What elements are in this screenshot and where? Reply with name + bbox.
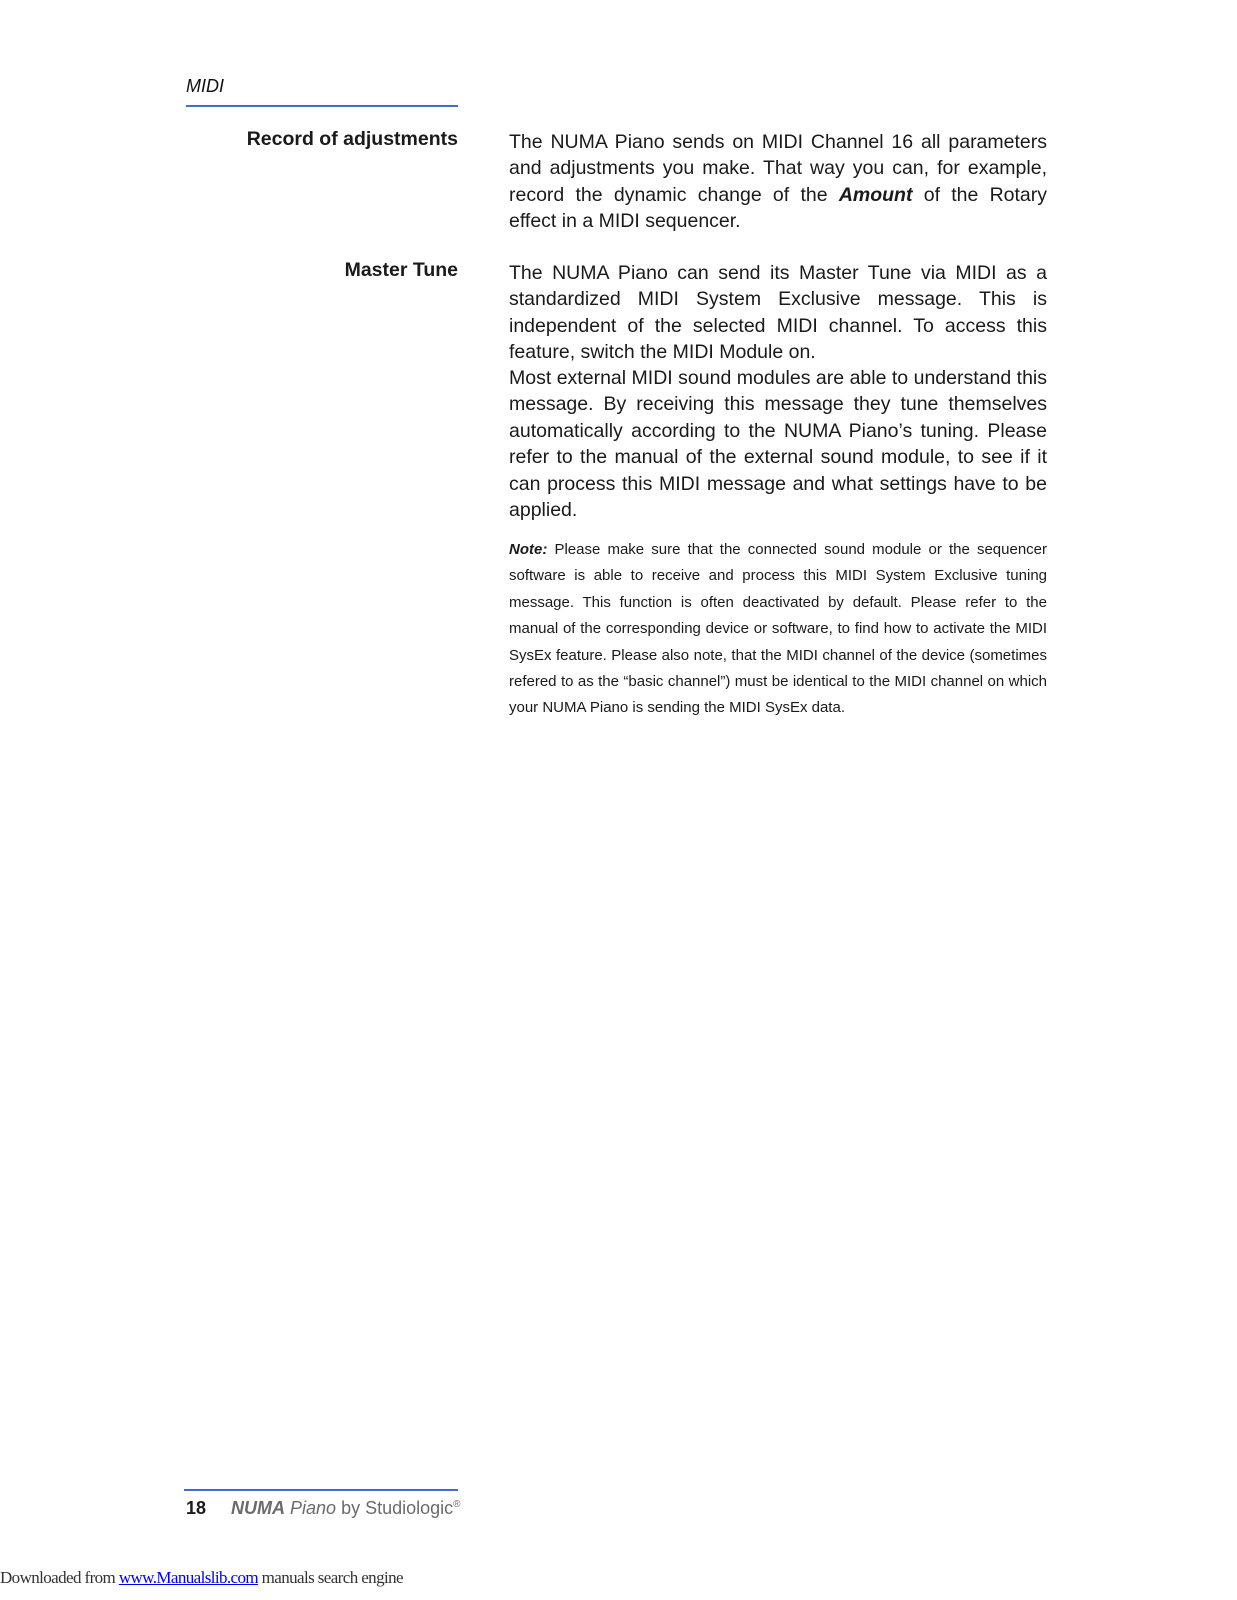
page-number: 18: [186, 1498, 207, 1518]
master-tune-paragraph-1: The NUMA Piano can send its Master Tune via MIDI as a standardized MIDI System Exclusive message. This is independent of the selected MIDI channel. To access this feature, switch the MIDI Module on.: [509, 262, 1047, 364]
section-label: MIDI: [186, 76, 224, 96]
record-paragraph-after: of the Rotary effect in a MIDI sequencer.: [509, 183, 1048, 233]
note-paragraph: [509, 537, 1047, 722]
amount-emphasis: Amount: [838, 183, 913, 206]
footer-brand: [231, 1498, 461, 1519]
brand-by: by Studiologic: [341, 1498, 454, 1518]
manualslib-link[interactable]: www.Manualslib.com: [118, 1568, 259, 1587]
download-prefix: Downloaded from: [0, 1568, 116, 1587]
footer-rule: [184, 1489, 458, 1491]
master-tune-heading: Master Tune: [344, 259, 458, 281]
download-banner: [0, 1568, 403, 1588]
record-of-adjustments-paragraph: [509, 129, 1047, 235]
download-suffix: manuals search engine: [261, 1568, 403, 1587]
registered-mark: ®: [453, 1499, 461, 1510]
brand-numa: NUMA: [231, 1498, 285, 1518]
brand-piano: Piano: [290, 1498, 337, 1518]
master-tune-paragraph-2: Most external MIDI sound modules are able to understand this message. By receiving this message they tune themselves automatically according to the NUMA Piano’s tuning. Please refer to the manual of the external sound module, to see if it can process this MIDI message and what settings have to be applied.: [509, 367, 1047, 522]
record-paragraph-before: The NUMA Piano sends on MIDI Channel 16 all parameters and adjustments you make. That way you can, for example, record the dynamic change of the: [509, 131, 1047, 206]
note-text: Please make sure that the connected sound module or the sequencer software is able to receive and process this MIDI System Exclusive tuning message. This function is often deactivated by default. Please refer to the manual of the corresponding device or software, to find how to activate the MIDI SysEx feature. Please also note, that the MIDI channel of the device (sometimes refered to as the “basic channel”) must be identical to the MIDI channel on which your NUMA Piano is sending the MIDI SysEx data.: [509, 541, 1047, 717]
header-rule: [186, 105, 458, 107]
record-of-adjustments-heading: Record of adjustments: [246, 128, 458, 150]
note-label: Note:: [509, 541, 548, 558]
